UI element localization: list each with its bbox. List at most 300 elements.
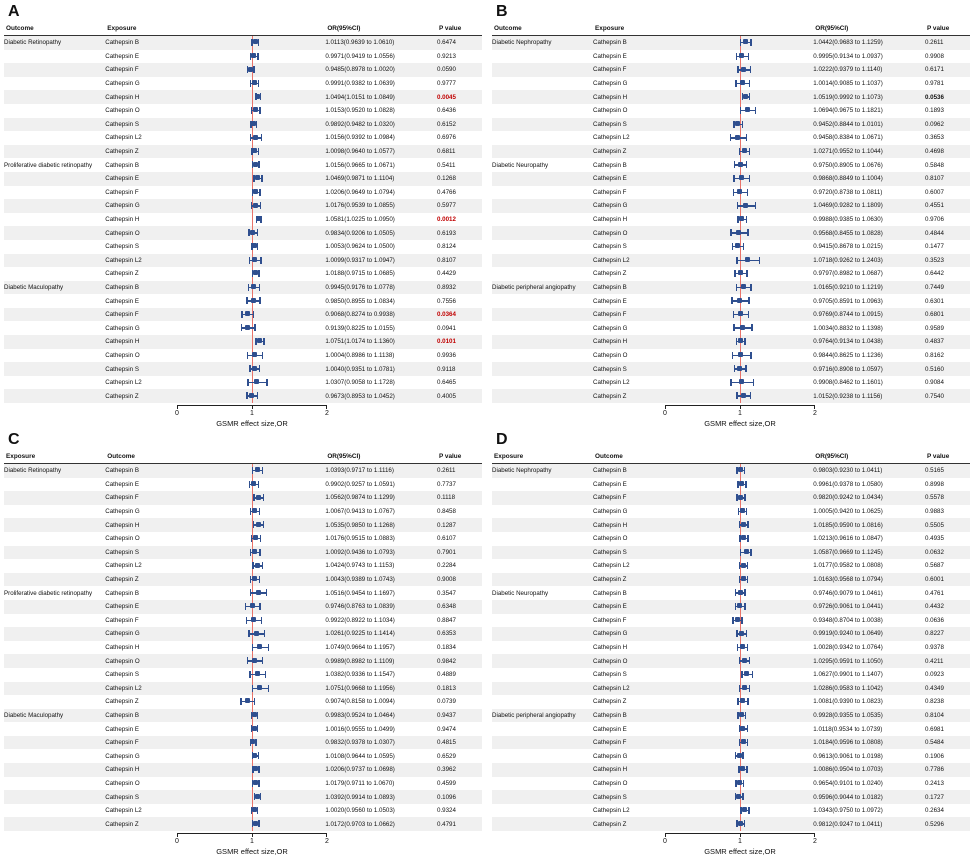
ci-cap-upper (263, 338, 264, 345)
point-estimate-marker (253, 780, 258, 785)
forest-plot-cell (667, 777, 813, 791)
row-group-label (4, 104, 105, 118)
p-value: 0.6348 (437, 600, 482, 614)
ci-cap-upper (747, 739, 748, 746)
point-estimate-marker (256, 590, 261, 595)
p-value: 0.4889 (437, 671, 456, 679)
odds-ratio-value: 1.0184(0.9596 to 1.0808) (813, 736, 925, 750)
p-value: 0.6436 (437, 107, 456, 115)
p-value: 0.7556 (437, 297, 456, 305)
row-group-label (492, 50, 593, 64)
ci-cap-upper (743, 243, 744, 250)
forest-plot-cell (179, 736, 325, 750)
odds-ratio-value: 1.0587(0.9669 to 1.1245) (813, 546, 925, 560)
table-row (4, 532, 482, 546)
forest-plot-cell (179, 654, 325, 668)
p-value: 0.0923 (924, 671, 944, 679)
table-row (4, 281, 482, 295)
p-value: 0.6529 (437, 752, 456, 760)
table-row (4, 335, 482, 349)
odds-ratio-value: 0.9844(0.8625 to 1.1236) (813, 351, 883, 359)
ci-cap-upper (257, 807, 258, 814)
point-estimate-marker (739, 175, 744, 180)
forest-plot-cell (179, 376, 325, 390)
ci-cap-lower (252, 467, 253, 474)
forest-plot-cell (179, 172, 325, 186)
odds-ratio-value: 1.0442(0.9683 to 1.1259) (813, 36, 925, 50)
row-item-label: Cathepsin H (105, 644, 140, 652)
p-value: 0.6811 (437, 145, 482, 159)
p-value: 0.6007 (924, 188, 944, 196)
point-estimate-marker (251, 284, 256, 289)
row-group-label: Diabetic Retinopathy (4, 36, 105, 50)
ci-cap-upper (746, 216, 747, 223)
row-group-label: Proliferative diabetic retinopathy (4, 589, 93, 597)
ci-cap-upper (258, 780, 259, 787)
p-value: 0.7737 (437, 480, 456, 488)
p-value: 0.6107 (437, 535, 456, 543)
odds-ratio-value: 0.9961(0.9378 to 1.0580) (813, 480, 883, 488)
p-value: 0.1813 (437, 682, 482, 696)
row-group-label (4, 790, 105, 804)
p-value: 0.4005 (437, 389, 482, 403)
ci-cap-upper (744, 338, 745, 345)
point-estimate-marker (249, 393, 254, 398)
row-item-label: Cathepsin G (593, 324, 628, 332)
point-estimate-marker (255, 563, 260, 568)
odds-ratio-value: 0.9452(0.8844 to 1.0101) (813, 118, 925, 132)
odds-ratio-value: 0.9726(0.9061 to 1.0441) (813, 600, 925, 614)
ci-cap-lower (253, 494, 254, 501)
column-header-or: OR(95%CI) (813, 23, 925, 36)
table-row (492, 199, 970, 213)
p-value: 0.4551 (925, 199, 970, 213)
ci-cap-lower (730, 134, 731, 141)
row-group-label (4, 199, 105, 213)
null-line (252, 90, 253, 104)
row-group-label (4, 532, 105, 546)
p-value: 0.0536 (925, 90, 970, 104)
point-estimate-marker (256, 216, 261, 221)
point-estimate-marker (257, 338, 262, 343)
ci-cap-lower (240, 698, 241, 705)
row-item-label: Cathepsin H (105, 763, 179, 777)
table-row (4, 321, 482, 335)
ci-cap-upper (744, 494, 745, 501)
p-value: 0.5411 (437, 161, 456, 169)
table-row (492, 254, 970, 268)
point-estimate-marker (739, 481, 744, 486)
row-item-label: Cathepsin G (105, 508, 140, 516)
table-row (492, 804, 970, 818)
row-group-label (4, 349, 105, 363)
table-row (492, 131, 970, 145)
ci-cap-lower (732, 617, 733, 624)
table-row (4, 172, 482, 186)
table-row (4, 790, 482, 804)
row-group-label (492, 349, 593, 363)
forest-plot-cell (179, 36, 325, 50)
axis-tick (665, 833, 666, 837)
forest-plot-cell (667, 505, 813, 519)
panel-letter: A (8, 3, 20, 20)
row-group-label (4, 90, 105, 104)
row-item-label: Cathepsin O (105, 107, 140, 115)
point-estimate-marker (251, 617, 256, 622)
table-row (492, 736, 970, 750)
forest-plot-cell (667, 186, 813, 200)
ci-cap-lower (740, 39, 741, 46)
row-group-label (4, 682, 105, 696)
p-value: 0.9008 (437, 573, 482, 587)
forest-plot-cell (667, 709, 813, 723)
odds-ratio-value: 0.9832(0.9378 to 1.0307) (325, 736, 437, 750)
odds-ratio-value: 1.0206(0.9649 to 1.0794) (325, 188, 395, 196)
p-value: 0.4935 (924, 535, 944, 543)
odds-ratio-value: 0.9902(0.9257 to 1.0591) (325, 480, 395, 488)
odds-ratio-value: 0.9613(0.9061 to 1.0198) (813, 752, 883, 760)
forest-plot-cell (667, 118, 813, 132)
forest-plot-cell (179, 641, 325, 655)
point-estimate-marker (738, 467, 743, 472)
ci-cap-lower (733, 175, 734, 182)
row-item-label: Cathepsin L2 (593, 134, 630, 142)
odds-ratio-value: 0.9812(0.9247 to 1.0411) (813, 817, 925, 831)
forest-plot-cell (667, 50, 813, 64)
ci-cap-upper (258, 752, 259, 759)
odds-ratio-value: 1.0271(0.9552 to 1.1044) (813, 145, 925, 159)
ci-cap-lower (730, 229, 731, 236)
table-row (492, 90, 970, 104)
ci-cap-lower (249, 671, 250, 678)
odds-ratio-value: 1.0286(0.9583 to 1.1042) (813, 682, 925, 696)
odds-ratio-value: 0.9068(0.8274 to 0.9938) (325, 308, 437, 322)
row-item-label: Cathepsin L2 (105, 562, 142, 570)
point-estimate-marker (250, 230, 255, 235)
row-group-label (4, 668, 105, 682)
ci-cap-upper (744, 467, 745, 474)
null-line (252, 213, 253, 227)
p-value: 0.6001 (925, 573, 970, 587)
row-item-label: Cathepsin G (593, 752, 628, 760)
ci-cap-upper (268, 685, 269, 692)
forest-plot-cell (179, 627, 325, 641)
table-row (492, 682, 970, 696)
table-row (492, 722, 970, 736)
p-value: 0.9908 (924, 52, 944, 60)
odds-ratio-value: 1.0014(0.9085 to 1.1037) (813, 80, 883, 88)
ci-cap-upper (253, 66, 254, 73)
p-value: 0.4698 (925, 145, 970, 159)
axis-tick (177, 833, 178, 837)
odds-ratio-value: 1.0067(0.9413 to 1.0767) (325, 508, 395, 516)
row-item-label: Cathepsin L2 (105, 807, 142, 815)
p-value: 0.0739 (437, 698, 456, 706)
ci-cap-lower (737, 698, 738, 705)
row-group-label (4, 817, 105, 831)
row-group-label (492, 518, 593, 532)
forest-plot-cell (179, 63, 325, 77)
forest-plot-cell (179, 478, 325, 492)
p-value: 0.8458 (437, 508, 456, 516)
odds-ratio-value: 1.0469(0.9871 to 1.1104) (325, 172, 437, 186)
row-item-label: Cathepsin H (593, 518, 667, 532)
table-row (4, 817, 482, 831)
row-item-label: Cathepsin Z (593, 389, 667, 403)
row-item-label: Cathepsin Z (105, 145, 179, 159)
ci-cap-upper (258, 148, 259, 155)
axis-tick-label: 2 (813, 838, 817, 846)
forest-plot-cell (667, 145, 813, 159)
row-group-label (4, 695, 105, 709)
point-estimate-marker (252, 549, 257, 554)
p-value: 0.3962 (437, 763, 482, 777)
x-axis (4, 831, 482, 861)
p-value: 0.8932 (437, 281, 482, 295)
row-item-label: Cathepsin S (593, 671, 627, 679)
ci-cap-upper (746, 134, 747, 141)
row-group-label (4, 362, 105, 376)
odds-ratio-value: 1.0034(0.8832 to 1.1398) (813, 324, 883, 332)
row-group-label: Diabetic Neuropathy (492, 161, 549, 169)
p-value: 0.2284 (437, 562, 456, 570)
forest-plot-cell (179, 389, 325, 403)
odds-ratio-value: 0.9922(0.8922 to 1.1034) (325, 616, 395, 624)
ci-cap-upper (747, 576, 748, 583)
p-value: 0.0590 (437, 63, 482, 77)
row-group-label: Diabetic peripheral angiopathy (492, 281, 593, 295)
row-item-label: Cathepsin Z (105, 389, 179, 403)
forest-plot-cell (179, 532, 325, 546)
axis-tick (252, 833, 253, 837)
row-item-label: Cathepsin E (593, 480, 627, 488)
ci-cap-lower (739, 576, 740, 583)
row-group-label (4, 145, 105, 159)
point-estimate-marker (740, 325, 745, 330)
row-item-label: Cathepsin Z (105, 270, 139, 278)
table-row (4, 254, 482, 268)
ci-cap-upper (259, 603, 260, 610)
p-value: 0.6465 (437, 379, 456, 387)
ci-cap-upper (746, 766, 747, 773)
ci-cap-upper (747, 644, 748, 651)
panel-d (492, 432, 970, 861)
odds-ratio-value: 0.9928(0.9355 to 1.0535) (813, 709, 925, 723)
forest-plot-cell (667, 804, 813, 818)
odds-ratio-value: 0.9458(0.8384 to 1.0671) (813, 134, 883, 142)
ci-cap-lower (735, 80, 736, 87)
p-value: 0.1906 (924, 752, 944, 760)
ci-cap-upper (258, 161, 259, 168)
row-item-label: Cathepsin S (593, 546, 667, 560)
odds-ratio-value: 0.9720(0.8738 to 1.0811) (813, 188, 883, 196)
row-item-label: Cathepsin F (105, 736, 179, 750)
odds-ratio-value: 1.0213(0.9616 to 1.0847) (813, 535, 883, 543)
odds-ratio-value: 0.9746(0.9079 to 1.0461) (813, 589, 883, 597)
point-estimate-marker (744, 671, 749, 676)
ci-cap-upper (259, 297, 260, 304)
ci-cap-upper (747, 725, 748, 732)
point-estimate-marker (251, 481, 256, 486)
table-row (4, 736, 482, 750)
forest-plot-cell (667, 36, 813, 50)
ci-cap-upper (742, 752, 743, 759)
p-value: 0.9474 (437, 725, 456, 733)
row-item-label: Cathepsin Z (593, 817, 667, 831)
column-header-or: OR(95%CI) (813, 451, 925, 464)
axis-title: GSMR effect size,OR (704, 847, 776, 857)
row-item-label: Cathepsin B (593, 709, 667, 723)
table-row (492, 614, 970, 628)
row-item-label: Cathepsin L2 (593, 379, 630, 387)
row-item-label: Cathepsin E (105, 297, 139, 305)
point-estimate-marker (741, 67, 746, 72)
table-row (4, 709, 482, 723)
p-value: 0.9437 (437, 709, 482, 723)
row-group-label (492, 804, 593, 818)
forest-plot-cell (667, 722, 813, 736)
ci-cap-upper (257, 243, 258, 250)
forest-plot-cell (667, 682, 813, 696)
point-estimate-marker (736, 794, 741, 799)
forest-plot-cell (667, 518, 813, 532)
ci-cap-lower (246, 617, 247, 624)
p-value: 0.6353 (437, 627, 482, 641)
forest-plot-cell (667, 294, 813, 308)
ci-cap-upper (744, 820, 745, 827)
ci-cap-lower (253, 521, 254, 528)
forest-plot-cell (667, 158, 813, 172)
forest-plot-cell (667, 641, 813, 655)
row-item-label: Cathepsin E (593, 600, 667, 614)
odds-ratio-value: 0.9983(0.9524 to 1.0464) (325, 709, 437, 723)
table-row (492, 308, 970, 322)
odds-ratio-value: 1.0562(0.9874 to 1.1299) (325, 491, 437, 505)
odds-ratio-value: 0.9995(0.9134 to 1.0937) (813, 52, 883, 60)
table-row (4, 90, 482, 104)
odds-ratio-value: 1.0581(1.0225 to 1.0950) (325, 216, 395, 224)
point-estimate-marker (737, 780, 742, 785)
forest-plot-cell (667, 63, 813, 77)
table-row (492, 158, 970, 172)
forest-plot-cell (667, 308, 813, 322)
row-item-label: Cathepsin B (105, 36, 179, 50)
point-estimate-marker (739, 53, 744, 58)
p-value: 0.9324 (437, 807, 456, 815)
row-item-label: Cathepsin F (105, 616, 139, 624)
row-group-label (492, 308, 593, 322)
ci-cap-upper (258, 481, 259, 488)
ci-cap-lower (740, 549, 741, 556)
table-row (4, 77, 482, 91)
p-value: 0.4432 (925, 600, 970, 614)
row-group-label (492, 226, 593, 240)
row-item-label: Cathepsin L2 (593, 682, 667, 696)
ci-cap-upper (749, 657, 750, 664)
column-header-p: P value (437, 23, 482, 36)
table-row (492, 777, 970, 791)
row-group-label (492, 145, 593, 159)
point-estimate-marker (738, 352, 743, 357)
axis-tick (814, 833, 815, 837)
table-row (4, 614, 482, 628)
row-group-label (492, 654, 593, 668)
p-value: 0.4211 (925, 654, 970, 668)
row-group-label (492, 695, 593, 709)
table-row (492, 376, 970, 390)
forest-plot-cell (667, 90, 813, 104)
row-group-label (4, 804, 105, 818)
ci-cap-lower (247, 657, 248, 664)
row-group-label (492, 777, 593, 791)
point-estimate-marker (738, 338, 743, 343)
axis-tick-label: 0 (663, 838, 667, 846)
forest-plot-cell (667, 321, 813, 335)
forest-plot-cell (179, 804, 325, 818)
odds-ratio-value: 1.0749(0.9664 to 1.1957) (325, 644, 395, 652)
row-item-label: Cathepsin S (105, 546, 179, 560)
ci-cap-upper (746, 508, 747, 515)
odds-ratio-value: 1.0156(0.9665 to 1.0671) (325, 161, 395, 169)
ci-cap-upper (748, 53, 749, 60)
forest-plot-cell (179, 294, 325, 308)
odds-ratio-value: 0.9868(0.8849 to 1.1004) (813, 172, 925, 186)
point-estimate-marker (739, 631, 744, 636)
point-estimate-marker (253, 203, 258, 208)
ci-cap-upper (257, 392, 258, 399)
p-value: 0.6981 (924, 725, 944, 733)
point-estimate-marker (740, 508, 745, 513)
row-group-label (4, 50, 105, 64)
row-item-label: Cathepsin B (593, 281, 667, 295)
ci-cap-upper (261, 617, 262, 624)
row-group-label (492, 294, 593, 308)
ci-cap-lower (736, 392, 737, 399)
odds-ratio-value: 1.0751(1.0174 to 1.1360) (325, 335, 437, 349)
point-estimate-marker (742, 148, 747, 153)
row-item-label: Cathepsin H (105, 518, 179, 532)
point-estimate-marker (736, 230, 741, 235)
odds-ratio-value: 0.9750(0.8905 to 1.0676) (813, 161, 883, 169)
forest-plot-cell (667, 77, 813, 91)
point-estimate-marker (253, 821, 258, 826)
row-item-label: Cathepsin O (593, 107, 628, 115)
point-estimate-marker (257, 644, 262, 649)
row-item-label: Cathepsin B (593, 464, 667, 478)
p-value: 0.3523 (925, 254, 970, 268)
row-item-label: Cathepsin O (593, 226, 667, 240)
odds-ratio-value: 1.0694(0.9675 to 1.1821) (813, 107, 883, 115)
table-row (492, 281, 970, 295)
p-value: 0.9378 (924, 644, 944, 652)
row-group-label (492, 682, 593, 696)
row-group-label (492, 600, 593, 614)
panel-a (4, 4, 482, 433)
ci-cap-lower (252, 685, 253, 692)
table-row (492, 505, 970, 519)
column-header-2: Outcome (105, 451, 179, 464)
ci-cap-lower (740, 107, 741, 114)
table-row (4, 50, 482, 64)
table-row (4, 199, 482, 213)
ci-cap-lower (247, 352, 248, 359)
odds-ratio-value: 1.0424(0.9743 to 1.1153) (325, 562, 395, 570)
ci-cap-upper (261, 175, 262, 182)
table-row (4, 131, 482, 145)
row-item-label: Cathepsin H (593, 216, 628, 224)
point-estimate-marker (251, 298, 256, 303)
ci-cap-upper (750, 66, 751, 73)
